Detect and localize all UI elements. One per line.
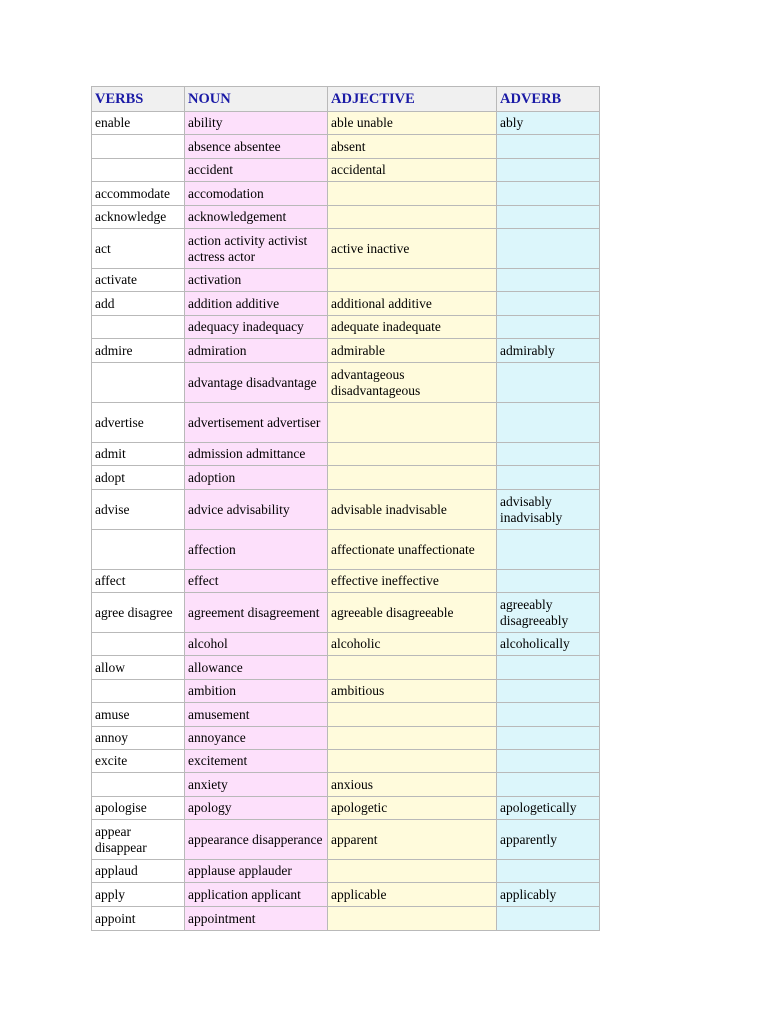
table-row xyxy=(92,883,600,907)
cell-adjective xyxy=(328,466,497,490)
cell-adjective: able unable xyxy=(328,112,497,135)
cell-verb xyxy=(92,773,185,797)
cell-verb xyxy=(92,363,185,403)
table-row xyxy=(92,363,600,403)
cell-noun: agreement disagreement xyxy=(185,593,328,633)
cell-verb: add xyxy=(92,292,185,316)
cell-noun: appointment xyxy=(185,907,328,931)
cell-adverb xyxy=(497,680,600,703)
cell-adverb xyxy=(497,466,600,490)
header-adjective: ADJECTIVE xyxy=(328,87,497,112)
cell-verb: affect xyxy=(92,570,185,593)
header-noun: NOUN xyxy=(185,87,328,112)
cell-adverb xyxy=(497,530,600,570)
cell-verb xyxy=(92,530,185,570)
cell-adjective xyxy=(328,750,497,773)
cell-noun: acknowledgement xyxy=(185,206,328,229)
cell-adverb: apparently xyxy=(497,820,600,860)
cell-noun: effect xyxy=(185,570,328,593)
cell-verb: applaud xyxy=(92,860,185,883)
cell-adjective: additional additive xyxy=(328,292,497,316)
cell-verb: act xyxy=(92,229,185,269)
table-row xyxy=(92,680,600,703)
cell-noun: ambition xyxy=(185,680,328,703)
cell-adverb xyxy=(497,907,600,931)
cell-noun: absence absentee xyxy=(185,135,328,159)
cell-adverb xyxy=(497,570,600,593)
cell-adverb xyxy=(497,750,600,773)
cell-verb xyxy=(92,316,185,339)
table-row xyxy=(92,860,600,883)
cell-adverb: agreeably disagreeably xyxy=(497,593,600,633)
cell-adjective: alcoholic xyxy=(328,633,497,656)
cell-adjective: anxious xyxy=(328,773,497,797)
cell-adverb xyxy=(497,403,600,443)
cell-adjective xyxy=(328,656,497,680)
cell-verb: admit xyxy=(92,443,185,466)
cell-adjective: advisable inadvisable xyxy=(328,490,497,530)
cell-verb: advertise xyxy=(92,403,185,443)
cell-verb: excite xyxy=(92,750,185,773)
cell-noun: advice advisability xyxy=(185,490,328,530)
cell-adjective: ambitious xyxy=(328,680,497,703)
cell-noun: affection xyxy=(185,530,328,570)
cell-adjective: affectionate unaffectionate xyxy=(328,530,497,570)
cell-adverb: admirably xyxy=(497,339,600,363)
cell-adjective: apologetic xyxy=(328,797,497,820)
cell-adverb: advisably inadvisably xyxy=(497,490,600,530)
cell-adverb xyxy=(497,656,600,680)
cell-adjective xyxy=(328,182,497,206)
cell-noun: addition additive xyxy=(185,292,328,316)
cell-noun: adoption xyxy=(185,466,328,490)
table-row xyxy=(92,292,600,316)
cell-noun: advantage disadvantage xyxy=(185,363,328,403)
cell-adverb xyxy=(497,443,600,466)
cell-adverb xyxy=(497,860,600,883)
table-row xyxy=(92,135,600,159)
cell-verb: apply xyxy=(92,883,185,907)
cell-verb xyxy=(92,159,185,182)
cell-verb: annoy xyxy=(92,727,185,750)
cell-adjective xyxy=(328,443,497,466)
cell-noun: action activity activist actress actor xyxy=(185,229,328,269)
cell-adverb: alcoholically xyxy=(497,633,600,656)
cell-verb: apologise xyxy=(92,797,185,820)
cell-verb: appoint xyxy=(92,907,185,931)
word-forms-table xyxy=(91,86,600,931)
cell-verb: advise xyxy=(92,490,185,530)
table-row xyxy=(92,269,600,292)
table-row xyxy=(92,206,600,229)
cell-adverb xyxy=(497,773,600,797)
table-row xyxy=(92,727,600,750)
table-row xyxy=(92,339,600,363)
cell-verb: adopt xyxy=(92,466,185,490)
cell-noun: amusement xyxy=(185,703,328,727)
cell-verb: acknowledge xyxy=(92,206,185,229)
table-row xyxy=(92,907,600,931)
cell-noun: excitement xyxy=(185,750,328,773)
cell-noun: apology xyxy=(185,797,328,820)
table-row xyxy=(92,466,600,490)
table-row xyxy=(92,229,600,269)
cell-noun: allowance xyxy=(185,656,328,680)
cell-noun: accomodation xyxy=(185,182,328,206)
cell-adverb xyxy=(497,363,600,403)
cell-adverb xyxy=(497,229,600,269)
cell-adjective: admirable xyxy=(328,339,497,363)
cell-noun: ability xyxy=(185,112,328,135)
cell-adjective: active inactive xyxy=(328,229,497,269)
cell-noun: alcohol xyxy=(185,633,328,656)
table-body xyxy=(92,112,600,931)
cell-verb: activate xyxy=(92,269,185,292)
cell-noun: advertisement advertiser xyxy=(185,403,328,443)
cell-adverb: applicably xyxy=(497,883,600,907)
cell-verb: accommodate xyxy=(92,182,185,206)
cell-adjective xyxy=(328,727,497,750)
cell-adjective: absent xyxy=(328,135,497,159)
cell-adjective xyxy=(328,403,497,443)
table-row xyxy=(92,159,600,182)
cell-verb: appear disappear xyxy=(92,820,185,860)
cell-noun: application applicant xyxy=(185,883,328,907)
cell-noun: adequacy inadequacy xyxy=(185,316,328,339)
cell-noun: accident xyxy=(185,159,328,182)
cell-adverb xyxy=(497,727,600,750)
cell-verb xyxy=(92,633,185,656)
cell-noun: annoyance xyxy=(185,727,328,750)
table-row xyxy=(92,750,600,773)
cell-noun: anxiety xyxy=(185,773,328,797)
cell-noun: applause applauder xyxy=(185,860,328,883)
cell-adverb xyxy=(497,182,600,206)
cell-adverb xyxy=(497,292,600,316)
table-row xyxy=(92,490,600,530)
cell-noun: admission admittance xyxy=(185,443,328,466)
cell-adjective xyxy=(328,206,497,229)
cell-adverb xyxy=(497,159,600,182)
table-row xyxy=(92,593,600,633)
header-verbs: VERBS xyxy=(92,87,185,112)
table-row xyxy=(92,703,600,727)
cell-verb: enable xyxy=(92,112,185,135)
cell-adjective xyxy=(328,907,497,931)
cell-adverb: apologetically xyxy=(497,797,600,820)
cell-adjective xyxy=(328,703,497,727)
table-row xyxy=(92,112,600,135)
cell-adjective: agreeable disagreeable xyxy=(328,593,497,633)
table-row xyxy=(92,656,600,680)
cell-adjective xyxy=(328,269,497,292)
header-adverb: ADVERB xyxy=(497,87,600,112)
header-row xyxy=(92,87,600,112)
cell-noun: admiration xyxy=(185,339,328,363)
cell-verb xyxy=(92,680,185,703)
cell-verb: agree disagree xyxy=(92,593,185,633)
cell-noun: activation xyxy=(185,269,328,292)
cell-noun: appearance disapperance xyxy=(185,820,328,860)
cell-adjective: accidental xyxy=(328,159,497,182)
cell-adjective xyxy=(328,860,497,883)
cell-adverb xyxy=(497,206,600,229)
table-row xyxy=(92,316,600,339)
cell-adjective: apparent xyxy=(328,820,497,860)
cell-adjective: advantageous disadvantageous xyxy=(328,363,497,403)
cell-adverb xyxy=(497,703,600,727)
table-row xyxy=(92,530,600,570)
cell-verb: allow xyxy=(92,656,185,680)
cell-verb: amuse xyxy=(92,703,185,727)
cell-adjective: adequate inadequate xyxy=(328,316,497,339)
cell-adjective: applicable xyxy=(328,883,497,907)
cell-verb xyxy=(92,135,185,159)
table-row xyxy=(92,570,600,593)
table-row xyxy=(92,633,600,656)
cell-adjective: effective ineffective xyxy=(328,570,497,593)
table-row xyxy=(92,773,600,797)
cell-adverb xyxy=(497,135,600,159)
cell-adverb xyxy=(497,269,600,292)
table-row xyxy=(92,797,600,820)
cell-verb: admire xyxy=(92,339,185,363)
cell-adverb xyxy=(497,316,600,339)
table-row xyxy=(92,182,600,206)
table-row xyxy=(92,403,600,443)
table-row xyxy=(92,820,600,860)
cell-adverb: ably xyxy=(497,112,600,135)
table-row xyxy=(92,443,600,466)
